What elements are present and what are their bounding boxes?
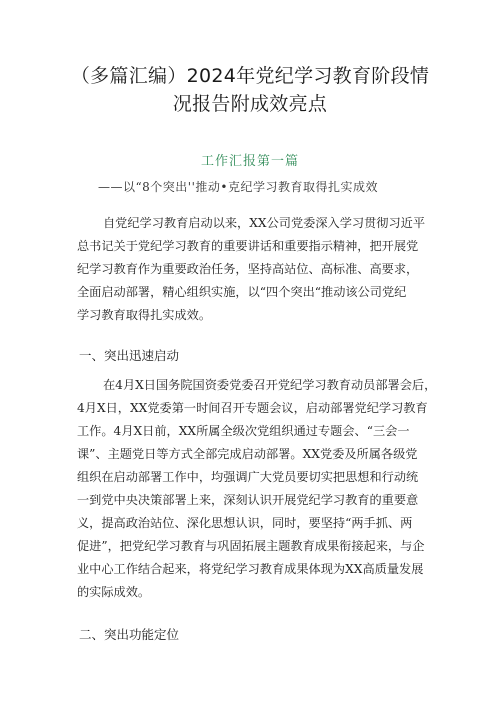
paragraph-1-line: 学习教育取得扎实成效。: [77, 308, 212, 322]
paragraph-2-line: 业中心工作结合起来，将党纪学习教育成果体现为XX高质量发展: [77, 562, 424, 576]
paragraph-2-line: 课”、主题党日等方式全部完成启动部署。XX党委及所属各级党: [77, 447, 418, 461]
heading-2: 二、突出功能定位: [79, 627, 180, 642]
section-heading: 工作汇报第一篇: [200, 154, 299, 169]
section-subtitle: ——以“8个突出''推动•克纪学习教育取得扎实成效: [98, 180, 378, 194]
heading-1: 一、突出迅速启动: [79, 348, 180, 363]
paragraph-2-line: 义，提高政治站位、深化思想认识，同时，要坚持“两手抓、两: [77, 516, 413, 530]
document-title-line-1: （多篇汇编）2024年党纪学习教育阶段情: [70, 65, 430, 87]
paragraph-1-line: 自党纪学习教育启动以来，XX公司党委深入学习贯彻习近平: [103, 216, 426, 230]
paragraph-2-line: 一到党中央决策部署上来，深刻认识开展党纪学习教育的重要意: [77, 493, 419, 507]
paragraph-2-line: 促进”，把党纪学习教育与巩固拓展主题教育成果衔接起来，与企: [77, 539, 425, 553]
paragraph-2-line: 工作。4月X日前，XX所属全级次党组织通过专题会、“三会一: [77, 424, 410, 438]
paragraph-1-line: 纪学习教育作为重要政治任务，坚持高站位、高标准、高要求，: [77, 262, 419, 276]
paragraph-1-line: 全面启动部署，精心组织实施，以“四个突出“推动该公司党纪: [77, 285, 407, 299]
document-title-line-2: 况报告附成效亮点: [172, 93, 328, 115]
paragraph-2-line: 在4月X日国务院国资委党委召开党纪学习教育动员部署会后，: [103, 378, 437, 392]
paragraph-2-line: 组织在启动部署工作中，均强调广大党员要切实把思想和行动统: [77, 470, 419, 484]
paragraph-1-line: 总书记关于党纪学习教育的重要讲话和重要指示精神，把开展党: [77, 239, 419, 253]
paragraph-2-line: 的实际成效。: [77, 585, 151, 599]
paragraph-2-line: 4月X日，XX党委第一时间召开专题会议，启动部署党纪学习教育: [77, 401, 428, 415]
